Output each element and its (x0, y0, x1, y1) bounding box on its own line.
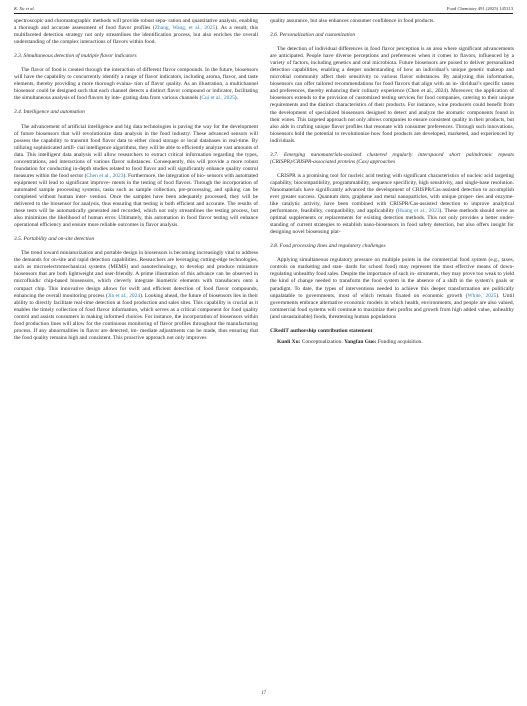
citation-link[interactable]: Chen et al., 2023 (86, 172, 124, 179)
credit-heading: CRediT authorship contribution statement (270, 327, 373, 334)
running-header (14, 6, 513, 16)
section-heading-3-7: 3.7. Emerging nanomaterials-assisted clustered regularly interspaced short palindromic repeats (CRISPR)/CRISPR-associated proteins (Cas) approaches (270, 151, 515, 165)
paragraph-3-5: The trend toward miniaturization and portable design in biosensors is becoming increasingly vital to address the demands for on-site and rapid detection capabilities. Researchers are leveraging cutting-edge technologies, such as microelectromechanical systems (MEMS) and nanotechnology, to develop and produce miniature biosensors that are both lightweight and user-friendly. A prime illustration of this advance can be observed in microfluidic chip-based biosensors, which cleverly integrate biometric elements with transducers onto a compact chip. This innovative design allows for swift and efficient detection of food flavor compounds, enhancing the overall monitoring process (Jin et al., 2024). Looking ahead, the future of biosensors lies in their ability to directly facilitate real-time detection at food production and sales sites. This capability is crucial as it enables the timely collection of food flavor information, which serves as a critical component for food quality control and assists consumers in making informed choices. For instance, the incorporation of biosensors within food production lines will allow for the continuous monitoring of flavor profiles throughout the manufacturing process. If any abnormalities in flavor are detected, im- mediate adjustments can be made, thus ensuring that the food quality remains high and consistent. This proactive approach not only improves (14, 250, 259, 341)
citation-link[interactable]: Huang et al., 2023 (397, 208, 440, 215)
section-heading-3-5: 3.5. Portability and on-site detection (14, 236, 95, 243)
paragraph-3-6: The detection of individual differences in food flavor perception is an area where significant advancements are anticipated. People have diverse perceptions and preferences when it comes to flavors, influenced by a variety of factors, including genetics and oral microbiota. Future biosensors are poised to deliver personalized detection capabilities, enabling a deeper understanding of how an individual’s unique genetic makeup and microbial community affect their sensitivity to various flavor substances. By analyzing this information, biosensors can offer tailored recommendations for food flavors that align with an in- dividual’s specific tastes and preferences, thereby enhancing their culinary experience (Chen et al., 2024). Moreover, the application of biosensors extends to the provision of customized testing services for food companies, catering to their unique requirements and the distinct characteristics of their products. For instance, wine producers could benefit from the development of specialized biosensors designed to detect and analyze the aromatic components found in their wines. This targeted approach not only allows companies to ensure consistent quality in their products, but also aids in crafting unique flavor profiles that resonate with consumer preferences. Through such innovations, biosensors hold the potential to revolutionize how food products are developed, marketed, and experienced by individuals. (270, 46, 515, 144)
section-heading-3-8: 3.8. Food processing lines and regulatory challenges (270, 243, 386, 250)
credit-statement: Kunli Xu: Conceptualization. Yangfan Guo: Funding acquisition. (277, 338, 423, 345)
section-heading-3-6: 3.6. Personalization and customization (270, 32, 356, 39)
citation-link[interactable]: Zhang, Wang, et al., 2025 (154, 25, 216, 32)
citation-link[interactable]: Cui et al., 2025 (201, 95, 235, 102)
paragraph-continued: quality assurance, but also enhances consumer confidence in food products. (270, 18, 435, 24)
credit-author-name: Kunli Xu: (277, 338, 301, 345)
left-column (14, 18, 258, 342)
right-column (270, 18, 514, 346)
header-authors: K. Xu et al. (14, 6, 35, 11)
paragraph-3-4: The advancement of artificial intelligence and big data technologies is paving the way for the development of future biosensors that will revolutionize data analysis in the food industry. These advanced sensors will possess the capability to transmit food flavor data to either cloud storage or local databases in real-time. By utilizing sophisticated artifi- cial intelligence algorithms, they will be able to efficiently analyze vast amounts of data. This intelligent data analysis will allow researchers to extract critical information regarding the types, concentrations, and interactions of various flavor substances. Consequently, this will provide a more robust foundation for conducting in-depth studies related to food flavor and will significantly enhance quality control measures within the food sector (Chen et al., 2023). Furthermore, the integration of bio- sensors with automated equipment will lead to significant improve- ments in the testing of food flavors. Through the incorporation of automated sample processing systems, tasks such as sample collection, pre-processing, and spiking can be completed without human inter- vention. Once the samples have been adequately processed, they will be delivered to the biosensor for analysis, thus ensuring that testing is both efficient and accurate. The results of these tests will be automatically generated and recorded, which not only streamlines the testing process, but also minimizes the likelihood of human error. Ultimately, this automation in food flavor testing will enhance operational efficiency and ensure more reliable outcomes in flavor analysis. (14, 123, 259, 229)
section-heading-3-3: 3.3. Simultaneous detection of multiple flavor indicators (14, 53, 137, 60)
credit-author-name: Yangfan Guo: (344, 338, 377, 345)
paragraph-3-8: Applying simultaneous regulatory pressure on multiple points in the commercial food system (e.g., taxes, controls on marketing and stan- dards for school food) may represent the most effective means of down- regulating unhealthy food sales. Despite the importance of such in- struments, they may prove too weak to yield the kind of change needed to transform the food system in the absence of a shift in the system’s goals or paradigm. To date, the types of interventions needed to achieve this deeper transformation are politically unpalatable to governments, most of which remain fixated on economic growth (White, 2025). Until governments embrace alternative economic models in which health, environments, and people are also valued, commercial food systems will continue to maximize their profits and growth from high added value, unhealthy (and unsustainable) foods, threatening human populations (270, 257, 515, 320)
section-heading-3-4: 3.4. Intelligence and automation (14, 109, 85, 116)
header-journal: Food Chemistry 491 (2025) 145313 (446, 6, 513, 11)
citation-link[interactable]: Jin et al., 2024 (107, 292, 141, 299)
header-rule (14, 13, 513, 14)
citation-link[interactable]: White, 2025 (467, 292, 497, 299)
paragraph-intro: spectroscopic and chromatographic methods will provide robust sepa- ration and quantitative analysis, enabling a thorough and accurate assessment of food flavor profiles (Zhang, Wang, et al., 2025). As a result, this multifaceted detection strategy not only streamlines the identification process, but also enriches the overall understanding of the complex interactions of flavors within food. (14, 18, 259, 46)
paragraph-3-7: CRISPR is a promising tool for nucleic acid testing with significant characteristics of nucleic acid targeting capability, biocompatibility, programmability, sequence specificity, high sensitivity, and single-base resolution. Nanomaterials have significantly advanced the development of CRISPR/Cas-assisted detection to accomplish ever greater success. Quantum dots, graphene and metal nanoparticles, with unique proper- ties and enzyme-like catalytic activity, have been combined with CRISPR/Cas-assisted detection to improve analytical performance, feasibility, compatibility, and applicability (Huang et al., 2023). These methods should serve as optimal supplements or replacements for existing detection methods. This not only provides a better under- standing of current strategies to establish nano-biosensors in food safety detection, but also offers insight for designing novel biosensing plat- (270, 172, 515, 236)
paragraph-3-3: The flavor of food is created through the interaction of different flavor compounds. In the future, biosensors will have the capability to concurrently identify a range of flavor indicators, including aroma, flavor, and taste elements, thereby providing a more thorough evalua- tion of flavor quality. As an illustration, a multichannel biosensor could be designed such that each channel detects a distinct flavor compound or indicator, facilitating the simultaneous analysis of food flavors by inte- grating data from various channels (Cui et al., 2025). (14, 67, 259, 102)
page-number: 17 (261, 691, 266, 696)
